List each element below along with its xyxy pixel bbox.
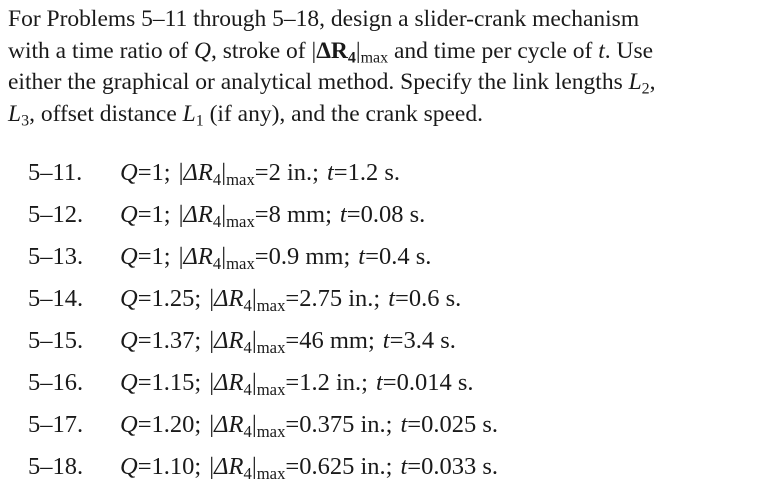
symbol-t: t [388,285,396,312]
equals-sign: = [254,243,269,270]
equals-sign: = [285,369,300,396]
equals-sign: = [137,285,152,312]
problem-list [28,152,748,488]
time-ratio-value: 1 [151,201,164,228]
equals-sign: = [137,411,152,438]
stroke-value: 0.625 in. [299,453,386,480]
symbol-t: t [598,37,605,64]
equals-sign: = [333,159,348,186]
problem-number: 5–16. [28,369,84,396]
equals-sign: = [395,285,409,312]
equals-sign: = [365,243,379,270]
subscript: 4 [347,48,356,66]
time-ratio-value: 1 [151,243,164,270]
symbol-delta-r: ΔR [214,453,244,480]
problem-number: 5–15. [28,327,84,354]
problem-number: 5–13. [28,243,84,270]
separator: ; [194,411,202,438]
equals-sign: = [389,327,404,354]
equals-sign: = [285,327,300,354]
time-value: 1.2 s. [347,159,401,186]
problem-item [28,446,748,488]
intro-text: (if any), and the crank speed. [203,100,483,127]
symbol-l: L [8,100,22,127]
problem-item [28,236,748,278]
problem-expression: Q=1.25; |ΔR4|max=2.75 in.; t=0.6 s. [120,278,461,320]
problem-statement [8,4,753,130]
intro-text: either the graphical or analytical method. Specify the link lengths [8,69,629,95]
intro-text: | [355,37,361,64]
problem-item [28,404,748,446]
symbol-delta-r: ΔR [183,159,213,186]
symbol-q: Q [120,243,138,270]
stroke-value: 2 in. [268,159,313,186]
equals-sign: = [285,285,300,312]
subscript: 3 [21,111,30,129]
intro-line-4 [8,99,753,131]
symbol-l: L [628,69,642,95]
equals-sign: = [346,201,361,228]
separator: ; [385,411,393,438]
separator: ; [194,453,202,480]
time-value: 3.4 s. [403,327,456,354]
intro-line-2 [8,36,753,68]
symbol-delta-r: ΔR [183,243,213,270]
symbol-t: t [375,369,383,396]
equals-sign: = [407,411,422,438]
symbol-delta-r: ΔR [316,37,348,64]
stroke-value: 8 mm [268,201,326,228]
intro-text: , offset distance [29,100,183,127]
intro-text: . Use [604,37,654,64]
stroke-value: 0.375 in. [299,411,386,438]
intro-text: , stroke of | [210,37,317,64]
intro-text: with a time ratio of [8,37,194,64]
symbol-t: t [358,243,366,270]
problem-item [28,278,748,320]
separator: ; [194,285,202,312]
problem-expression: Q=1; |ΔR4|max=0.9 mm; t=0.4 s. [120,236,431,278]
separator: ; [385,453,393,480]
problem-item [28,320,748,362]
intro-line-3 [8,67,753,99]
symbol-delta-r: ΔR [214,285,244,312]
symbol-t: t [339,201,347,228]
time-value: 0.4 s. [378,243,432,270]
stroke-value: 0.9 mm [268,243,344,270]
problem-item [28,152,748,194]
time-ratio-value: 1.10 [151,453,195,480]
separator: ; [367,327,375,354]
symbol-q: Q [120,369,138,396]
separator: ; [163,243,171,270]
intro-text: , [649,69,656,95]
problem-item [28,362,748,404]
subscript: 1 [195,111,204,129]
equals-sign: = [137,201,152,228]
problem-expression: Q=1.37; |ΔR4|max=46 mm; t=3.4 s. [120,320,456,362]
time-ratio-value: 1.15 [151,369,195,396]
separator: ; [163,201,171,228]
intro-line-1-text: For Problems 5–11 through 5–18, design a slider-crank mechanism [8,6,640,32]
equals-sign: = [137,327,152,354]
symbol-q: Q [120,327,138,354]
separator: ; [312,159,319,186]
equals-sign: = [285,411,300,438]
time-ratio-value: 1 [151,159,164,186]
symbol-q: Q [120,285,138,312]
separator: ; [194,327,202,354]
equals-sign: = [254,159,269,186]
symbol-delta-r: ΔR [183,201,213,228]
time-value: 0.025 s. [421,411,499,438]
problem-item [28,194,748,236]
symbol-delta-r: ΔR [214,327,244,354]
problem-number: 5–11. [28,159,83,186]
problem-number: 5–17. [28,411,84,438]
symbol-t: t [400,453,408,480]
equals-sign: = [382,369,397,396]
problem-number: 5–18. [28,453,84,480]
symbol-delta-r: ΔR [214,369,244,396]
intro-text: and time per cycle of [388,37,599,64]
subscript: 2 [641,80,650,98]
subscript-max: max [360,48,389,66]
equals-sign: = [407,453,422,480]
time-value: 0.6 s. [408,285,462,312]
equals-sign: = [285,453,300,480]
separator: ; [325,201,332,228]
separator: ; [373,285,381,312]
symbol-delta-r: ΔR [214,411,244,438]
time-ratio-value: 1.20 [151,411,195,438]
problem-number: 5–12. [28,201,84,228]
stroke-value: 46 mm [299,327,368,354]
symbol-q: Q [194,37,211,64]
problem-expression: Q=1; |ΔR4|max=2 in.; t=1.2 s. [120,152,400,194]
problem-expression: Q=1; |ΔR4|max=8 mm; t=0.08 s. [120,194,425,236]
symbol-q: Q [120,159,138,186]
problem-expression: Q=1.20; |ΔR4|max=0.375 in.; t=0.025 s. [120,404,498,446]
symbol-t: t [326,159,334,186]
problem-expression: Q=1.15; |ΔR4|max=1.2 in.; t=0.014 s. [120,362,474,404]
stroke-value: 2.75 in. [299,285,374,312]
separator: ; [343,243,351,270]
symbol-l: L [182,100,196,127]
symbol-t: t [400,411,408,438]
stroke-value: 1.2 in. [299,369,362,396]
symbol-q: Q [120,411,138,438]
symbol-q: Q [120,453,138,480]
symbol-t: t [382,327,390,354]
time-ratio-value: 1.37 [151,327,195,354]
symbol-q: Q [120,201,138,228]
separator: ; [194,369,202,396]
separator: ; [361,369,368,396]
equals-sign: = [137,243,152,270]
problem-expression: Q=1.10; |ΔR4|max=0.625 in.; t=0.033 s. [120,446,498,488]
problem-number: 5–14. [28,285,84,312]
equals-sign: = [137,159,152,186]
equals-sign: = [254,201,269,228]
separator: ; [163,159,171,186]
equals-sign: = [137,453,152,480]
time-ratio-value: 1.25 [151,285,195,312]
time-value: 0.033 s. [421,453,499,480]
equals-sign: = [137,369,152,396]
intro-line-1 [8,4,753,36]
time-value: 0.08 s. [360,201,426,228]
time-value: 0.014 s. [396,369,474,396]
